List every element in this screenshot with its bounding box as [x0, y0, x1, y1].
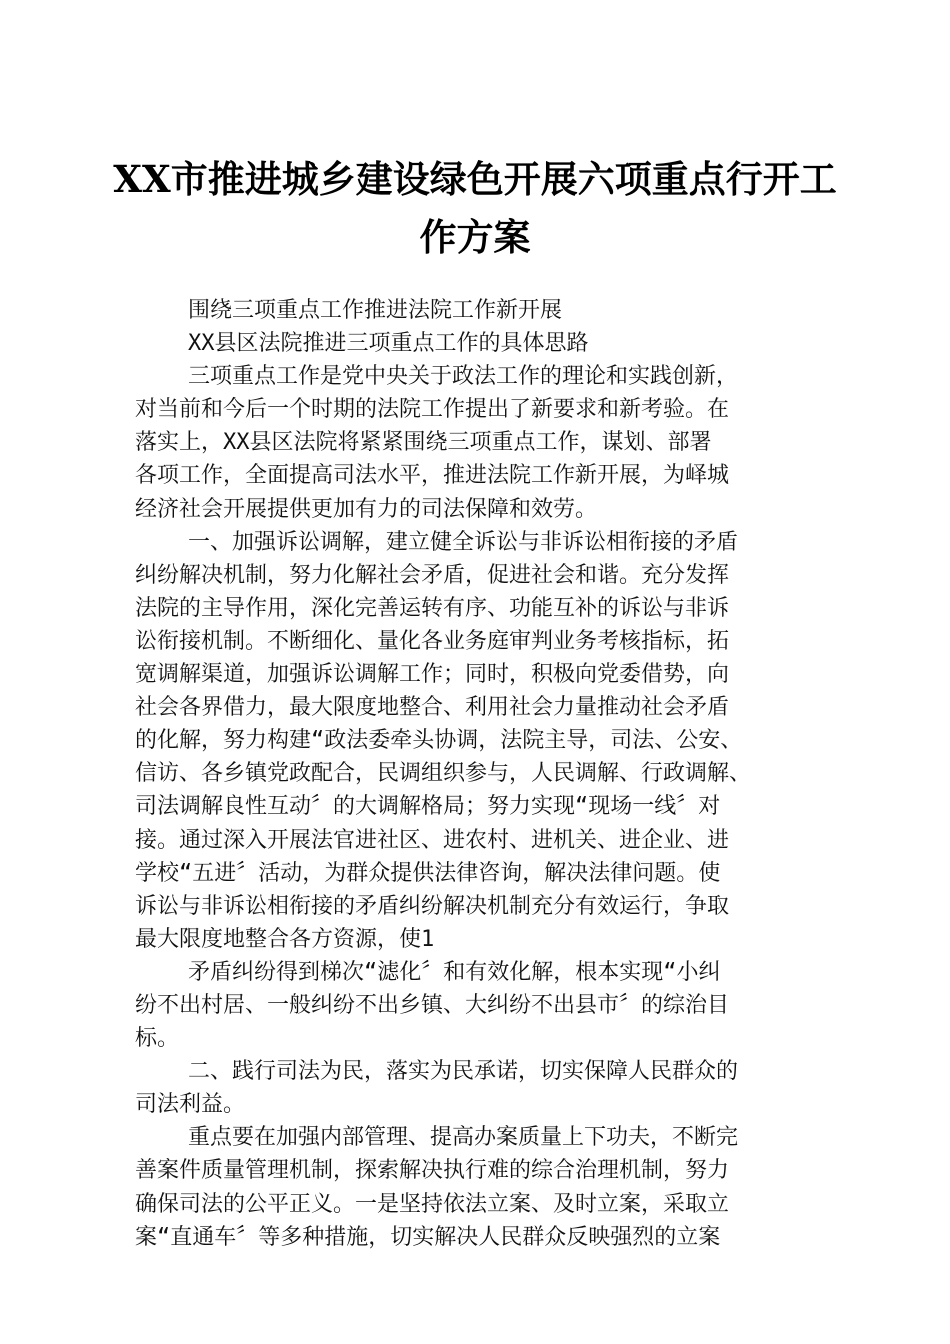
body-line: 司法利益。 [135, 1092, 246, 1118]
document-body [135, 294, 835, 1254]
body-line: 围绕三项重点工作推进法院工作新开展 [135, 298, 562, 323]
body-line: 经济社会开展提供更加有力的司法保障和效劳。 [135, 496, 598, 522]
body-line: 二、践行司法为民，落实为民承诺，切实保障人民群众的 [135, 1059, 738, 1085]
body-line: 对当前和今后一个时期的法院工作提出了新要求和新考验。在 [135, 397, 730, 423]
body-line: 纷不出村居、一般纠纷不出乡镇、大纠纷不出县市〞的综治目 [135, 992, 730, 1018]
body-line: 诉讼与非诉讼相衔接的矛盾纠纷解决机制充分有效运行，争取 [135, 893, 730, 919]
body-line: 宽调解渠道，加强诉讼调解工作；同时，积极向党委借势，向 [135, 662, 730, 688]
body-line: 标。 [135, 1026, 180, 1052]
body-line: 司法调解良性互动〞的大调解格局；努力实现“现场一线〞对 [135, 794, 721, 820]
body-line: 各项工作，全面提高司法水平，推进法院工作新开展，为峄城 [135, 463, 730, 489]
document-title-line-2: 作方案 [419, 215, 531, 259]
body-line: 善案件质量管理机制，探索解决执行难的综合治理机制，努力 [135, 1158, 730, 1184]
body-line: 社会各界借力，最大限度地整合、利用社会力量推动社会矛盾 [135, 695, 730, 721]
document-title-line-1: XX市推进城乡建设绿色开展六项重点行开工 [113, 157, 837, 201]
body-line: 接。通过深入开展法官进社区、进农村、进机关、进企业、进 [135, 827, 730, 853]
body-line: 确保司法的公平正义。一是坚持依法立案、及时立案，采取立 [135, 1191, 730, 1217]
body-line: 纠纷解决机制，努力化解社会矛盾，促进社会和谐。充分发挥 [135, 562, 730, 588]
body-line: 一、加强诉讼调解，建立健全诉讼与非诉讼相衔接的矛盾 [135, 529, 738, 555]
body-line: 矛盾纠纷得到梯次“滤化〞和有效化解，根本实现“小纠 [135, 959, 721, 985]
body-line: 重点要在加强内部管理、提高办案质量上下功夫，不断完 [135, 1125, 738, 1151]
body-line: 学校“五进〞活动，为群众提供法律咨询，解决法律问题。使 [135, 860, 721, 886]
body-line: 法院的主导作用，深化完善运转有序、功能互补的诉讼与非诉 [135, 595, 730, 621]
body-line: 的化解，努力构建“政法委牵头协调，法院主导，司法、公安、 [135, 728, 743, 754]
body-line: 三项重点工作是党中央关于政法工作的理论和实践创新， [135, 364, 738, 390]
body-line: 信访、各乡镇党政配合，民调组织参与，人民调解、行政调解、 [135, 761, 752, 787]
body-line: 落实上，XX县区法院将紧紧围绕三项重点工作，谋划、部署 [135, 430, 712, 456]
body-line: 最大限度地整合各方资源，使1 [135, 926, 435, 952]
body-line: 讼衔接机制。不断细化、量化各业务庭审判业务考核指标，拓 [135, 628, 730, 654]
body-line: 案“直通车〞等多种措施，切实解决人民群众反映强烈的立案 [135, 1224, 721, 1250]
body-line: XX县区法院推进三项重点工作的具体思路 [135, 331, 589, 357]
